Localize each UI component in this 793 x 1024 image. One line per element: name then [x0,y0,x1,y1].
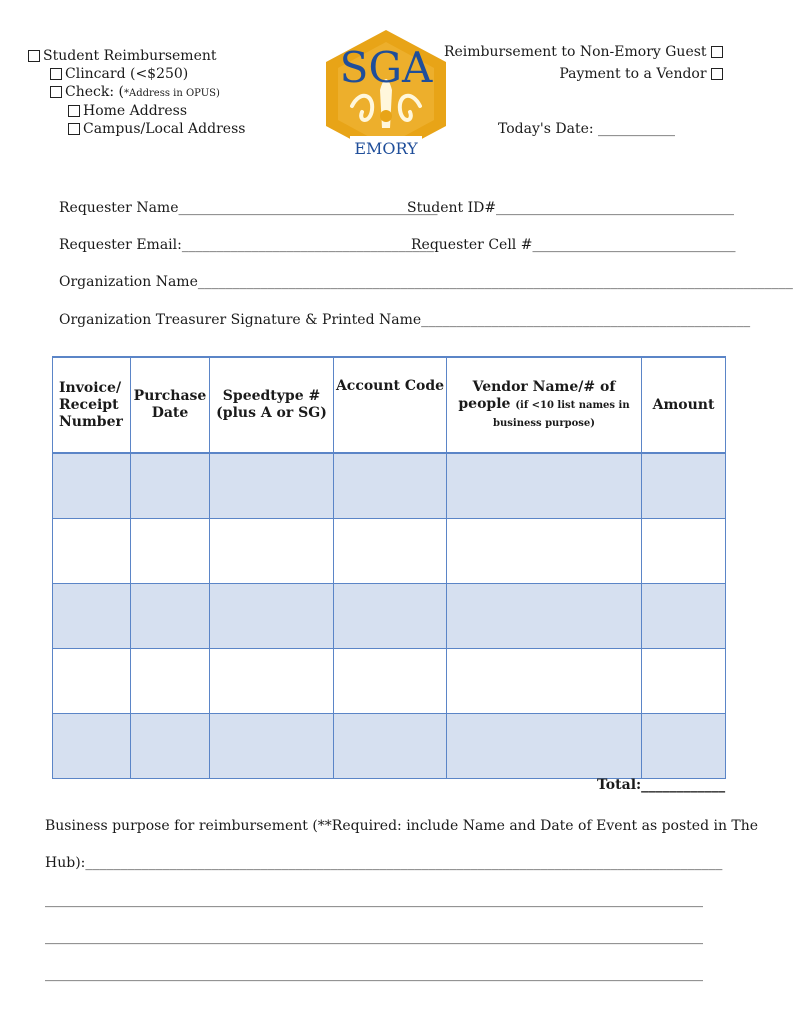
non-emory-guest-checkbox[interactable] [711,46,723,58]
header-invoice: Invoice/ Receipt Number [53,357,131,453]
student-reimbursement-checkbox[interactable] [28,50,40,62]
student-reimbursement-option[interactable] [28,47,217,65]
invoice-cell[interactable] [53,519,131,584]
header-purchase-date: Purchase Date [131,357,210,453]
table-row [53,649,726,714]
vendor-cell[interactable] [447,519,642,584]
account-code-cell[interactable] [334,584,447,649]
purchase-date-cell[interactable] [131,649,210,714]
table-row [53,584,726,649]
todays-date-field[interactable]: Today's Date: ___________ [498,121,676,137]
requester-cell-field[interactable]: Requester Cell #_____________________________ [411,237,736,253]
business-purpose-line-2[interactable]: ______________________________________________________________________________________________ [45,892,703,908]
clincard-checkbox[interactable] [50,68,62,80]
invoice-cell[interactable] [53,649,131,714]
student-reimbursement-label: Student Reimbursement [43,48,217,64]
invoice-cell[interactable] [53,714,131,779]
clincard-option[interactable] [50,65,188,83]
vendor-cell[interactable] [447,714,642,779]
non-emory-guest-option[interactable] [444,43,726,61]
amount-cell[interactable] [642,714,726,779]
speedtype-cell[interactable] [210,584,334,649]
account-code-cell[interactable] [334,453,447,519]
campus-address-checkbox[interactable] [68,123,80,135]
header-vendor-main: Vendor Name/# of people [458,378,616,412]
purchase-date-cell[interactable] [131,453,210,519]
amount-cell[interactable] [642,453,726,519]
business-purpose-line-1[interactable]: Hub):___________________________________________________________________________________________ [45,855,723,871]
header-speedtype: Speedtype # (plus A or SG) [210,357,334,453]
speedtype-cell[interactable] [210,519,334,584]
amount-cell[interactable] [642,649,726,714]
table-row [53,519,726,584]
home-address-label: Home Address [83,103,188,119]
total-field[interactable]: Total:____________ [597,777,726,793]
speedtype-cell[interactable] [210,649,334,714]
organization-name-field[interactable]: Organization Name_____________________________________________________________________________________ [59,274,793,290]
account-code-cell[interactable] [334,649,447,714]
amount-cell[interactable] [642,584,726,649]
header-vendor-note: (if <10 list names in business purpose) [493,399,630,429]
amount-cell[interactable] [642,519,726,584]
check-label: Check: ( [65,84,124,100]
invoice-cell[interactable] [53,453,131,519]
campus-address-label: Campus/Local Address [83,121,246,137]
header-vendor [447,357,642,453]
table-row [53,714,726,779]
student-id-field[interactable]: Student ID#__________________________________ [407,200,735,216]
table-row [53,453,726,519]
speedtype-cell[interactable] [210,453,334,519]
business-purpose-label: Business purpose for reimbursement (**Required: include Name and Date of Event as posted in The [45,818,759,834]
purchase-date-cell[interactable] [131,519,210,584]
non-emory-guest-label: Reimbursement to Non-Emory Guest [443,44,707,60]
check-checkbox[interactable] [50,86,62,98]
check-option[interactable] [50,83,220,103]
account-code-cell[interactable] [334,519,447,584]
speedtype-cell[interactable] [210,714,334,779]
clincard-label: Clincard (<$250) [65,66,189,82]
header-amount: Amount [642,357,726,453]
vendor-cell[interactable] [447,453,642,519]
account-code-cell[interactable] [334,714,447,779]
campus-address-option[interactable] [68,120,245,138]
logo-letters: SGA [339,43,433,92]
home-address-checkbox[interactable] [68,105,80,117]
payment-vendor-option[interactable] [559,65,726,83]
treasurer-signature-field[interactable]: Organization Treasurer Signature & Printed Name_______________________________________________ [59,312,751,328]
logo-subtitle: EMORY [354,139,418,158]
payment-vendor-checkbox[interactable] [711,68,723,80]
table-header-row [53,357,726,453]
business-purpose-line-3[interactable]: ______________________________________________________________________________________________ [45,929,703,945]
vendor-cell[interactable] [447,584,642,649]
items-table [52,356,726,779]
purchase-date-cell[interactable] [131,584,210,649]
requester-name-field[interactable]: Requester Name_____________________________________ [59,200,438,216]
vendor-cell[interactable] [447,649,642,714]
purchase-date-cell[interactable] [131,714,210,779]
check-note: *Address in OPUS) [123,88,220,99]
business-purpose-line-4[interactable]: ______________________________________________________________________________________________ [45,966,703,982]
header-account-code: Account Code [334,357,447,453]
payment-vendor-label: Payment to a Vendor [559,66,707,82]
requester-email-field[interactable]: Requester Email:____________________________________ [59,237,434,253]
invoice-cell[interactable] [53,584,131,649]
sga-emory-logo [322,28,450,160]
home-address-option[interactable] [68,102,187,120]
